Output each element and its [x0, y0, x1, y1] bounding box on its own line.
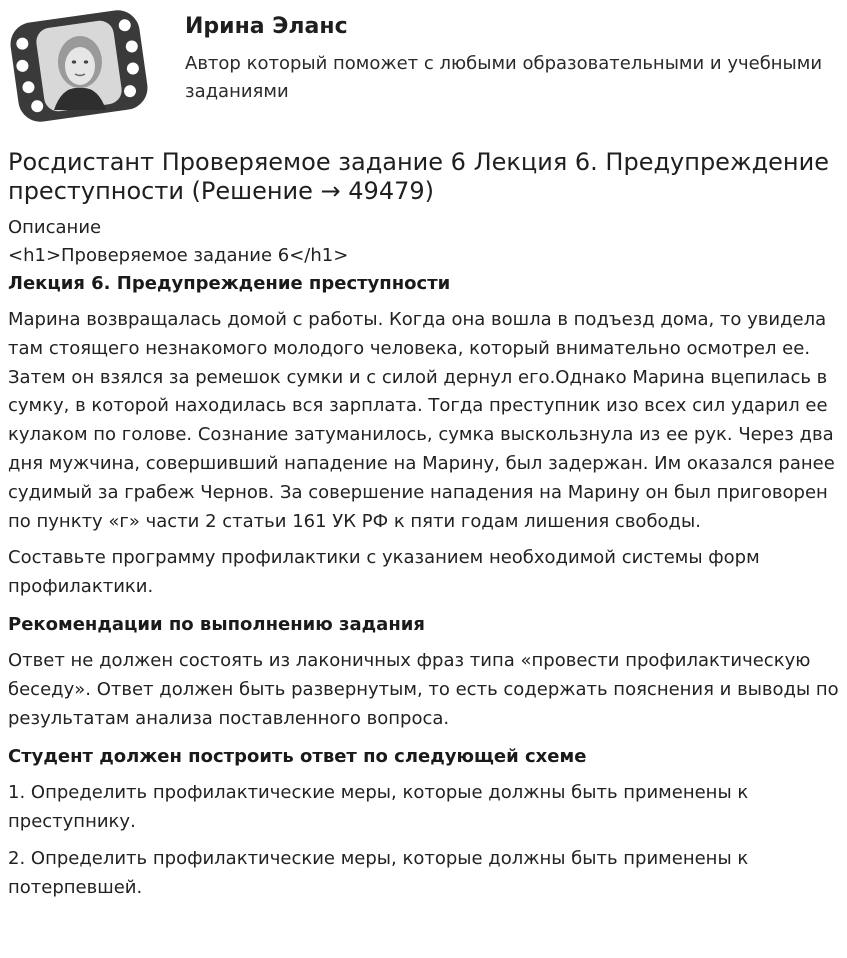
author-avatar-icon: [6, 6, 152, 126]
article: [8, 148, 840, 903]
case-paragraph: Марина возвращалась домой с работы. Когда она вошла в подъезд дома, то увидела там стоящего незнакомого молодого человека, который внимательно осмотрел ее. Затем он взялся за ремешок сумки и с силой дернул его.Однако Марина вцепилась в сумку, в которой находилась вся зарплата. Тогда преступник изо всех сил ударил ее кулаком по голове. Сознание затуманилось, сумка выскользнула из ее рук. Через два дня мужчина, совершивший нападение на Марину, был задержан. Им оказался ранее судимый за грабеж Чернов. За совершение нападения на Марину он был приговорен по пункту «г» части 2 статьи 161 УК РФ к пяти годам лишения свободы.: [8, 309, 835, 532]
author-description: Автор который поможет с любыми образовательными и учебными заданиями: [185, 53, 823, 102]
recommendations-paragraph: Ответ не должен состоять из лаконичных фраз типа «провести профилактическую беседу». Ответ должен быть развернутым, то есть содержать пояснения и выводы по результатам анализа поставленного вопроса.: [8, 650, 839, 730]
author-name: Ирина Эланс: [185, 14, 348, 39]
recommendations-heading: Рекомендации по выполнению задания: [8, 613, 425, 635]
description-label: Описание: [8, 217, 102, 238]
scheme-heading: Студент должен построить ответ по следующей схеме: [8, 745, 587, 767]
task-paragraph: Составьте программу профилактики с указанием необходимой системы форм профилактики.: [8, 547, 760, 598]
raw-heading-text: <h1>Проверяемое задание 6</h1>: [8, 245, 349, 266]
step-item: 2. Определить профилактические меры, которые должны быть применены к потерпевшей.: [8, 847, 749, 898]
page-title: Росдистант Проверяемое задание 6 Лекция 6. Предупреждение преступности (Решение → 49479): [8, 148, 829, 205]
lecture-heading: Лекция 6. Предупреждение преступности: [8, 273, 451, 294]
step-item: 1. Определить профилактические меры, которые должны быть применены к преступнику.: [8, 782, 749, 833]
author-header: [0, 0, 847, 130]
